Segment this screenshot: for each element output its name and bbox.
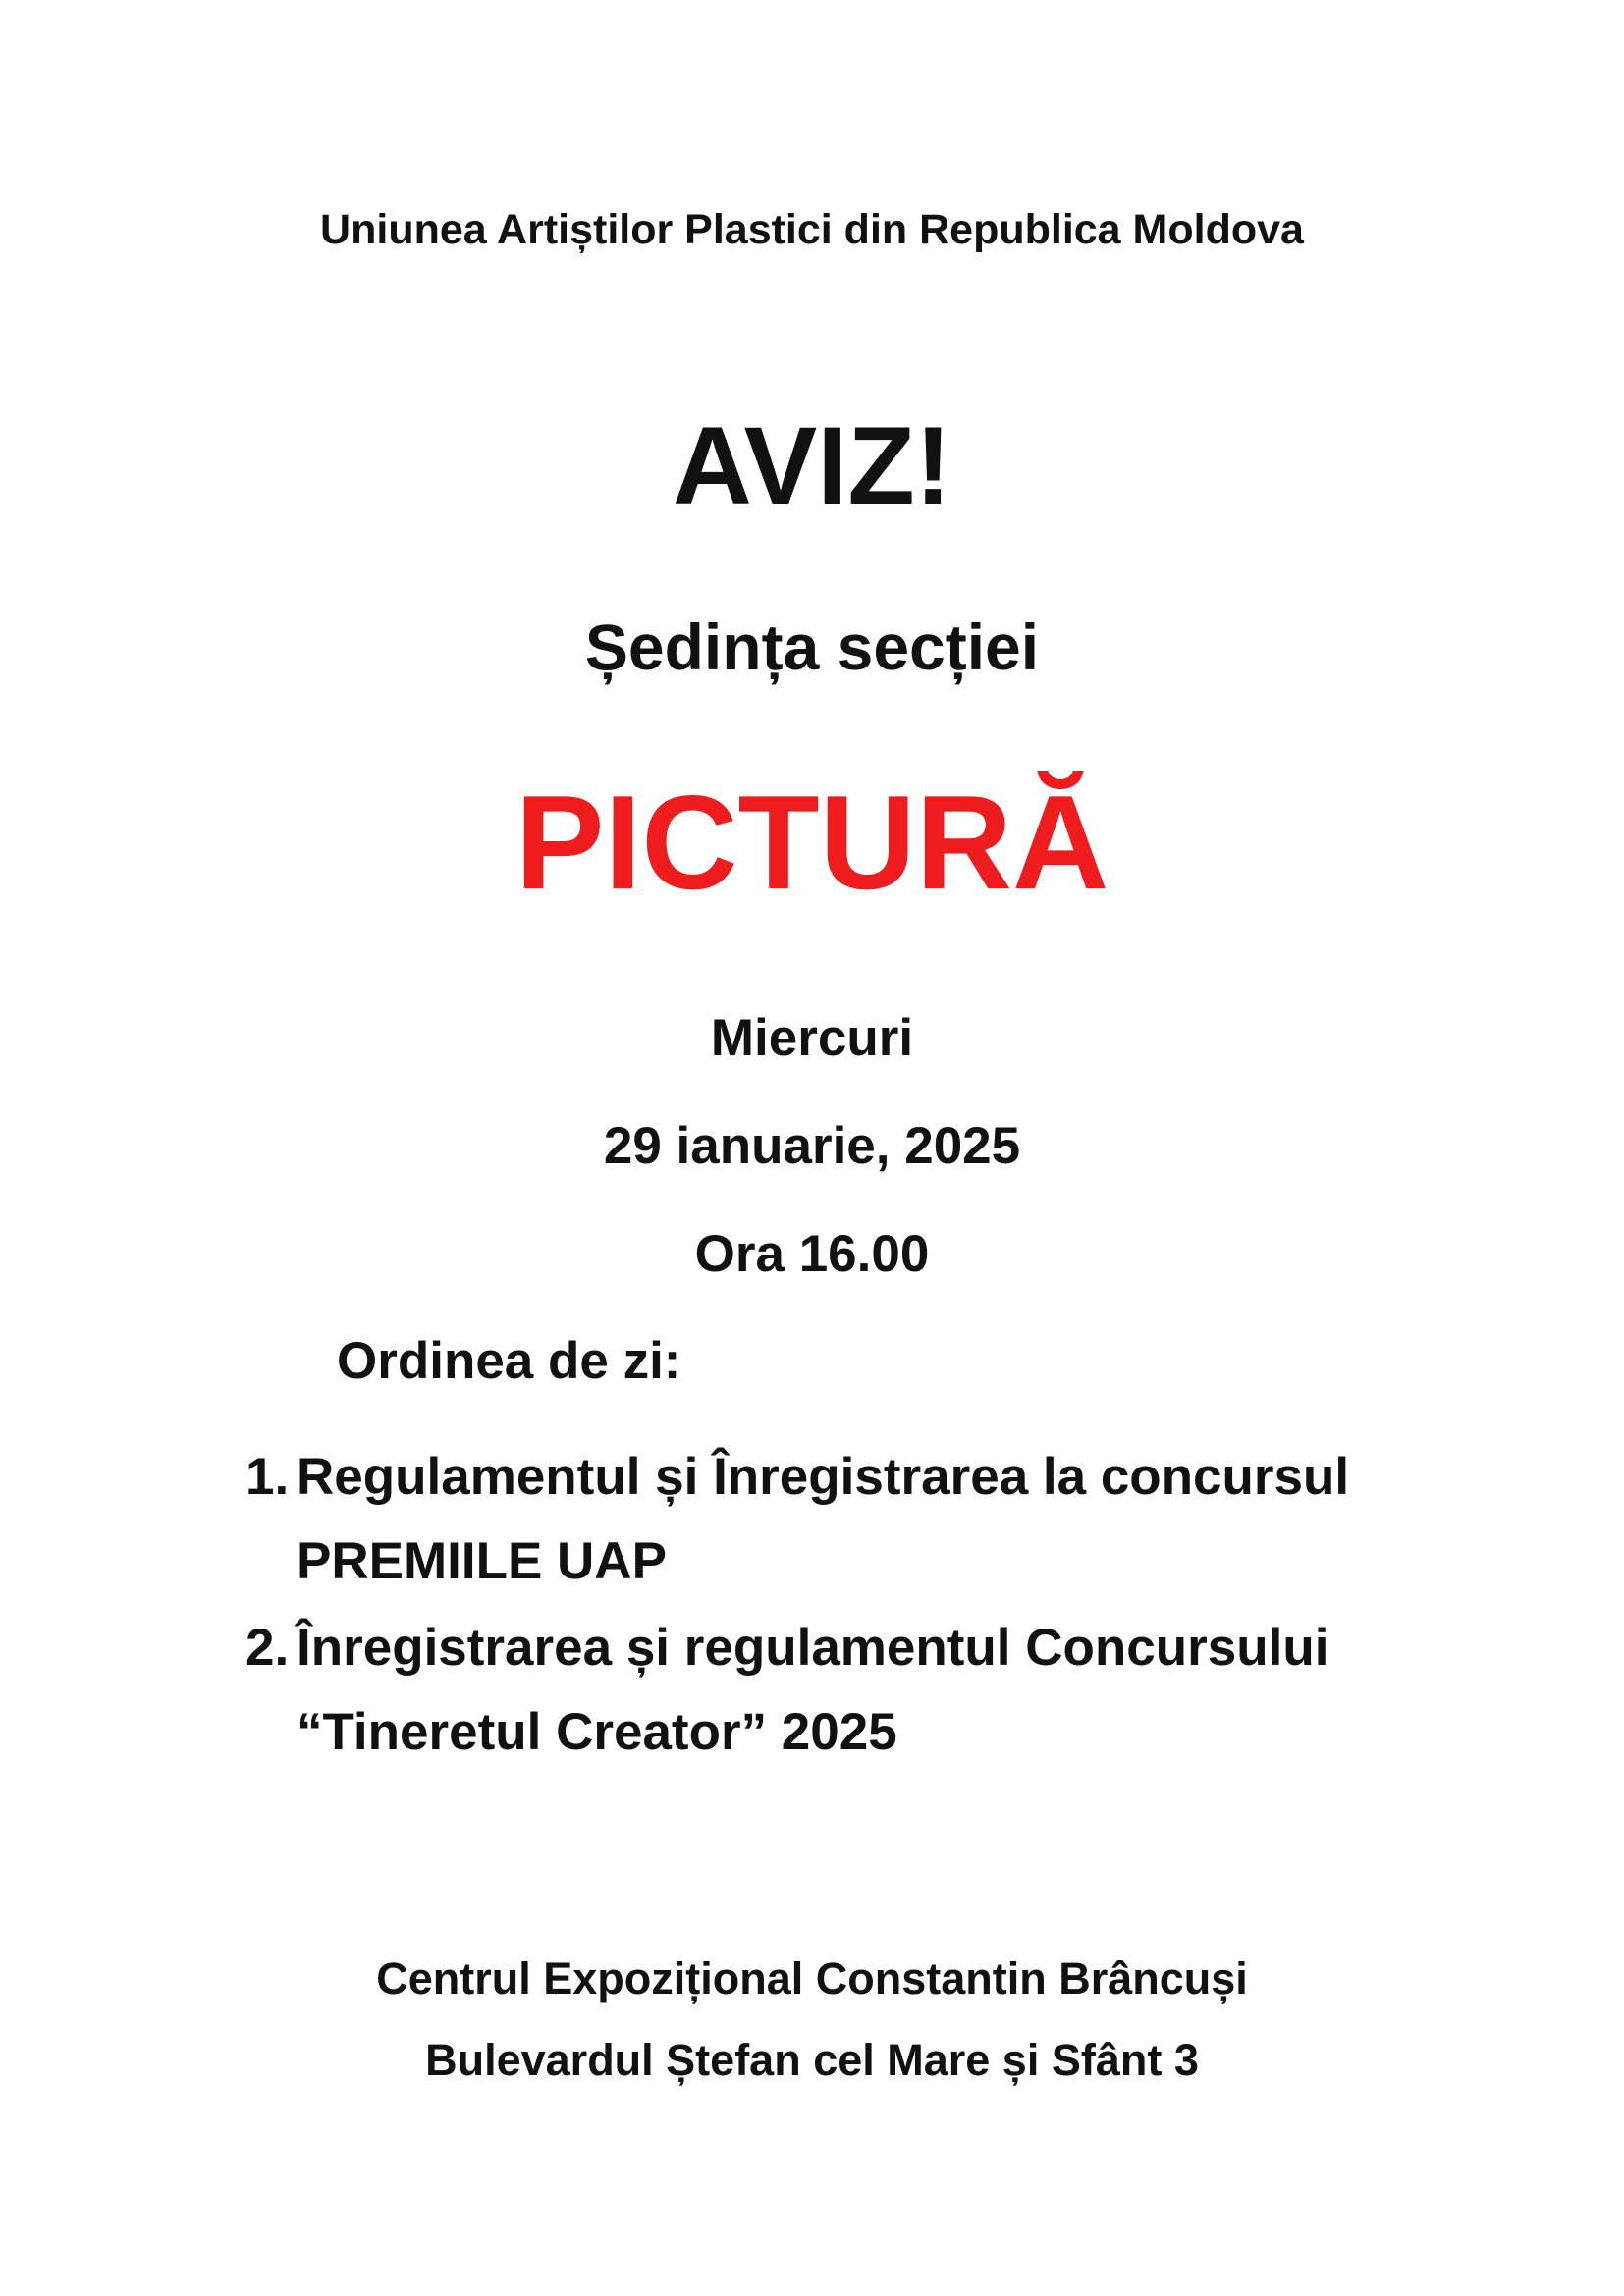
- agenda-item: [245, 1435, 1424, 1604]
- agenda-item-line: Înregistrarea și regulamentul Concursului: [297, 1619, 1329, 1677]
- meeting-date: 29 ianuarie, 2025: [603, 1117, 1021, 1175]
- section-name: PICTURĂ: [514, 768, 1110, 917]
- organization-name: Uniunea Artiștilor Plastici din Republica Moldova: [320, 206, 1304, 253]
- venue-name: Centrul Expozițional Constantin Brâncuși: [376, 1953, 1248, 2003]
- agenda-list: [245, 1435, 1424, 1777]
- meeting-title: Ședința secției: [584, 611, 1040, 683]
- meeting-day: Miercuri: [710, 1009, 914, 1067]
- agenda-item-line: Regulamentul și Înregistrarea la concursul: [297, 1448, 1350, 1506]
- venue-address: Bulevardul Ștefan cel Mare și Sfânt 3: [425, 2035, 1199, 2085]
- agenda-item-number: 2.: [245, 1619, 290, 1677]
- meeting-time: Ora 16.00: [694, 1225, 930, 1283]
- agenda-item-line: “Tineretul Creator” 2025: [297, 1703, 897, 1761]
- agenda-item-line: PREMIILE UAP: [297, 1532, 667, 1590]
- agenda-item-number: 1.: [245, 1448, 290, 1506]
- agenda-item: [245, 1606, 1424, 1775]
- notice-heading: AVIZ!: [672, 404, 952, 527]
- agenda-title: Ordinea de zi:: [337, 1332, 681, 1390]
